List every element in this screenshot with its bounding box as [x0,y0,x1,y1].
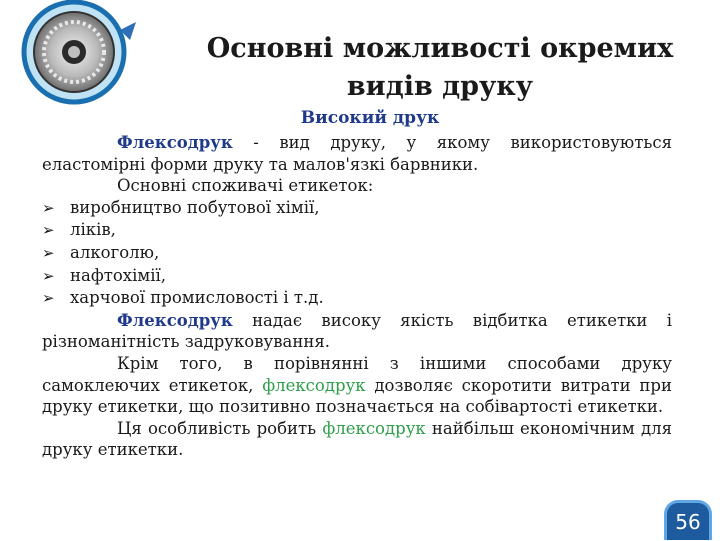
paragraph-text: Крім того, в порівнянні з іншими способами друку самоклеючих етикеток, [42,353,672,395]
slide-title: Основні можливості окремих видів друку [206,33,674,102]
paragraph-consumers: Основні споживачі етикеток: [117,176,374,196]
disc-logo-icon [8,0,140,108]
paragraph-costs [42,353,672,418]
arrow-bullet-icon: ➢ [42,198,55,217]
paragraph-text: надає високу якість відбитка етикетки і різноманітність задруковування. [42,310,672,352]
slide-subtitle: Високий друк [300,108,440,128]
list-item [42,219,672,242]
term-flexo: флексодрук [322,418,426,438]
slide-body [42,132,672,461]
paragraph-text: Ця особливість робить [117,418,323,438]
list-item [42,287,672,310]
paragraph-text: дозволяє скоротити витрати при друку етикетки, що позитивно позначається на собівартості етикетки. [42,375,672,417]
arrow-bullet-icon: ➢ [42,221,55,240]
paragraph-economy [42,418,672,461]
list-item [42,197,672,220]
list-item-text: виробництво побутової хімії, [70,197,320,217]
list-item [42,242,672,265]
paragraph-text: - вид друку, у якому використовуються еластомірні форми друку та малов'язкі барвники. [42,133,672,174]
paragraph-text: найбільш економічним для друку етикетки. [42,418,672,460]
paragraph-definition [42,132,672,175]
page-number-badge: 56 [664,500,712,540]
term-flexo: Флексодрук [117,310,233,330]
arrow-bullet-icon: ➢ [42,289,55,308]
list-item-text: нафтохімії, [70,265,167,285]
arrow-bullet-icon: ➢ [42,243,55,262]
term-flexo: Флексодрук [117,133,233,152]
paragraph-quality [42,310,672,353]
term-flexo: флексодрук [262,375,366,395]
list-item-text: харчової промисловості і т.д. [70,288,324,308]
arrow-bullet-icon: ➢ [42,266,55,285]
list-item [42,265,672,288]
list-item-text: ліків, [70,220,116,240]
list-item-text: алкоголю, [70,242,160,262]
consumers-list [42,197,672,310]
